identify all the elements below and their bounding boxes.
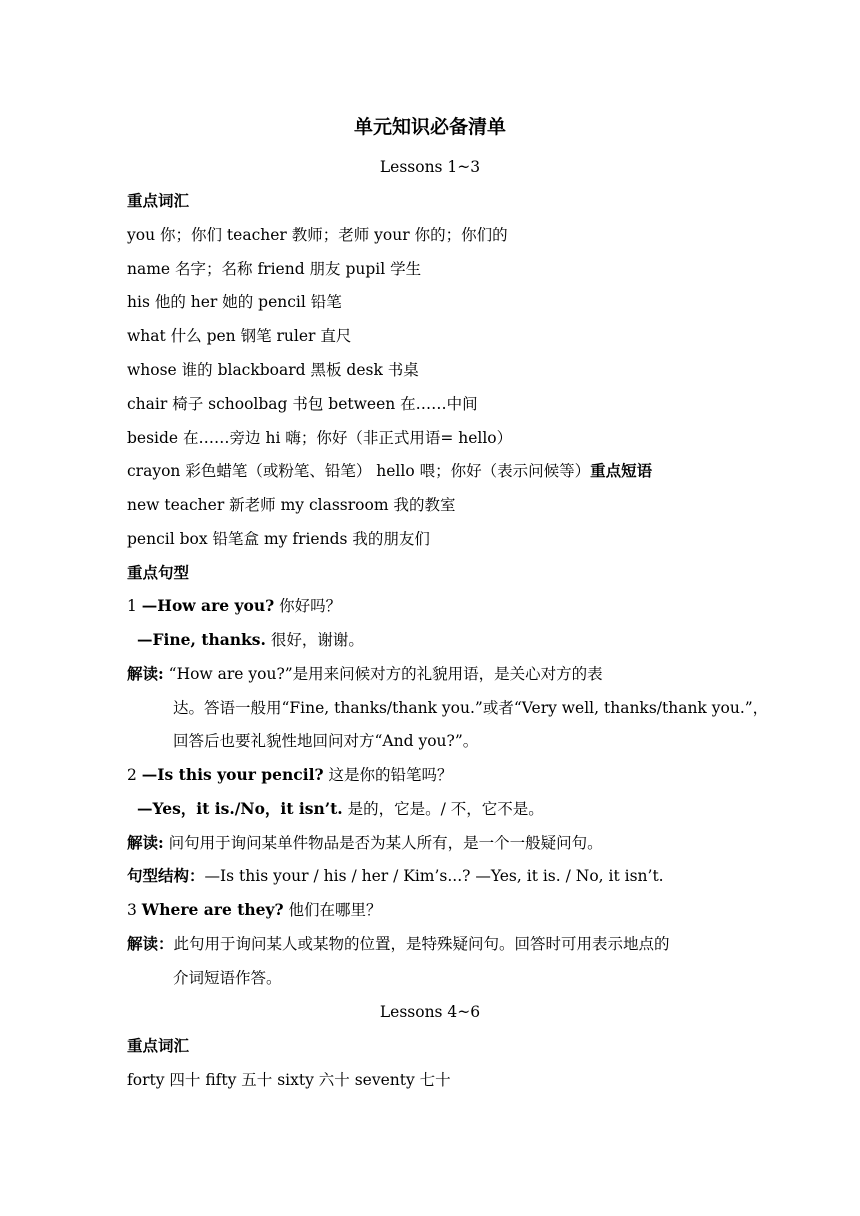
question-translation: 他们在哪里？ <box>283 901 382 919</box>
vocab-label: 重点词汇 <box>127 191 190 210</box>
answer-translation: 很好，谢谢。 <box>265 631 364 649</box>
explanation-text: 此句用于询问某人或某物的位置，是特殊疑问句。回答时可用表示地点的 <box>173 935 670 953</box>
explanation-text: 问句用于询问某单件物品是否为某人所有，是一个一般疑问句。 <box>163 834 603 852</box>
section-heading-lessons-4-6: Lessons 4~6 <box>379 1003 481 1021</box>
vocab-line: chair 椅子 schoolbag 书包 between 在……中间 <box>127 395 478 413</box>
sentence-2-answer <box>137 799 544 819</box>
explanation-continued: 介词短语作答。 <box>173 969 282 987</box>
vocab-line <box>127 461 652 481</box>
explanation-continued: 回答后也要礼貌性地回问对方“And you?”。 <box>173 732 479 750</box>
sentence-1-explanation <box>127 664 603 684</box>
sentence-1-question <box>127 596 341 616</box>
sentence-2-explanation <box>127 833 603 853</box>
sentence-3-question <box>127 900 382 920</box>
structure-text: —Is this your / his / her / Kim’s...? —Yes, it is. / No, it isn’t. <box>204 867 664 885</box>
section-heading-lessons-1-3: Lessons 1~3 <box>379 158 481 176</box>
vocab-line: what 什么 pen 钢笔 ruler 直尺 <box>127 327 352 345</box>
phrase-label: 重点短语 <box>590 461 653 480</box>
sentence-number: 3 <box>127 901 142 919</box>
sentence-number: 2 <box>127 766 142 784</box>
explanation-label: 解读: <box>127 664 164 683</box>
question-text: Where are they? <box>141 900 284 919</box>
vocab-line: name 名字；名称 friend 朋友 pupil 学生 <box>127 260 422 278</box>
vocab-text: crayon 彩色蜡笔（或粉笔、铅笔） hello 喂；你好（表示问候等） <box>127 462 591 480</box>
sentence-2-question <box>127 765 453 785</box>
vocab-line: his 他的 her 她的 pencil 铅笔 <box>127 293 342 311</box>
answer-text: —Yes，it is./No，it isn’t. <box>137 799 343 818</box>
vocab-line: beside 在……旁边 hi 嗨；你好（非正式用语= hello） <box>127 429 513 447</box>
question-translation: 这是你的铅笔吗？ <box>323 766 453 784</box>
sentence-1-answer <box>137 630 364 650</box>
explanation-continued: 达。答语一般用“Fine, thanks/thank you.”或者“Very well, thanks/thank you.”， <box>173 699 769 717</box>
explanation-text: “How are you?”是用来问候对方的礼貌用语，是关心对方的表 <box>163 665 603 683</box>
answer-translation: 是的，它是。/ 不，它不是。 <box>342 800 544 818</box>
sentence-2-structure <box>127 866 664 886</box>
sentence-number: 1 <box>127 597 142 615</box>
explanation-label: 解读： <box>127 934 174 953</box>
sentence-3-explanation <box>127 934 670 954</box>
document-title: 单元知识必备清单 <box>353 116 506 138</box>
phrase-line: new teacher 新老师 my classroom 我的教室 <box>127 496 456 514</box>
vocab-label: 重点词汇 <box>127 1036 190 1055</box>
vocab-line: whose 谁的 blackboard 黑板 desk 书桌 <box>127 361 419 379</box>
explanation-label: 解读: <box>127 833 164 852</box>
structure-label: 句型结构： <box>127 866 205 885</box>
vocab-line: you 你；你们 teacher 教师；老师 your 你的；你们的 <box>127 226 508 244</box>
question-text: —Is this your pencil? <box>141 765 324 784</box>
answer-text: —Fine, thanks. <box>137 630 266 649</box>
vocab-line: forty 四十 fifty 五十 sixty 六十 seventy 七十 <box>127 1071 451 1089</box>
question-text: —How are you? <box>141 596 275 615</box>
question-translation: 你好吗？ <box>274 597 342 615</box>
phrase-line: pencil box 铅笔盒 my friends 我的朋友们 <box>127 530 430 548</box>
sentence-label: 重点句型 <box>127 563 190 582</box>
